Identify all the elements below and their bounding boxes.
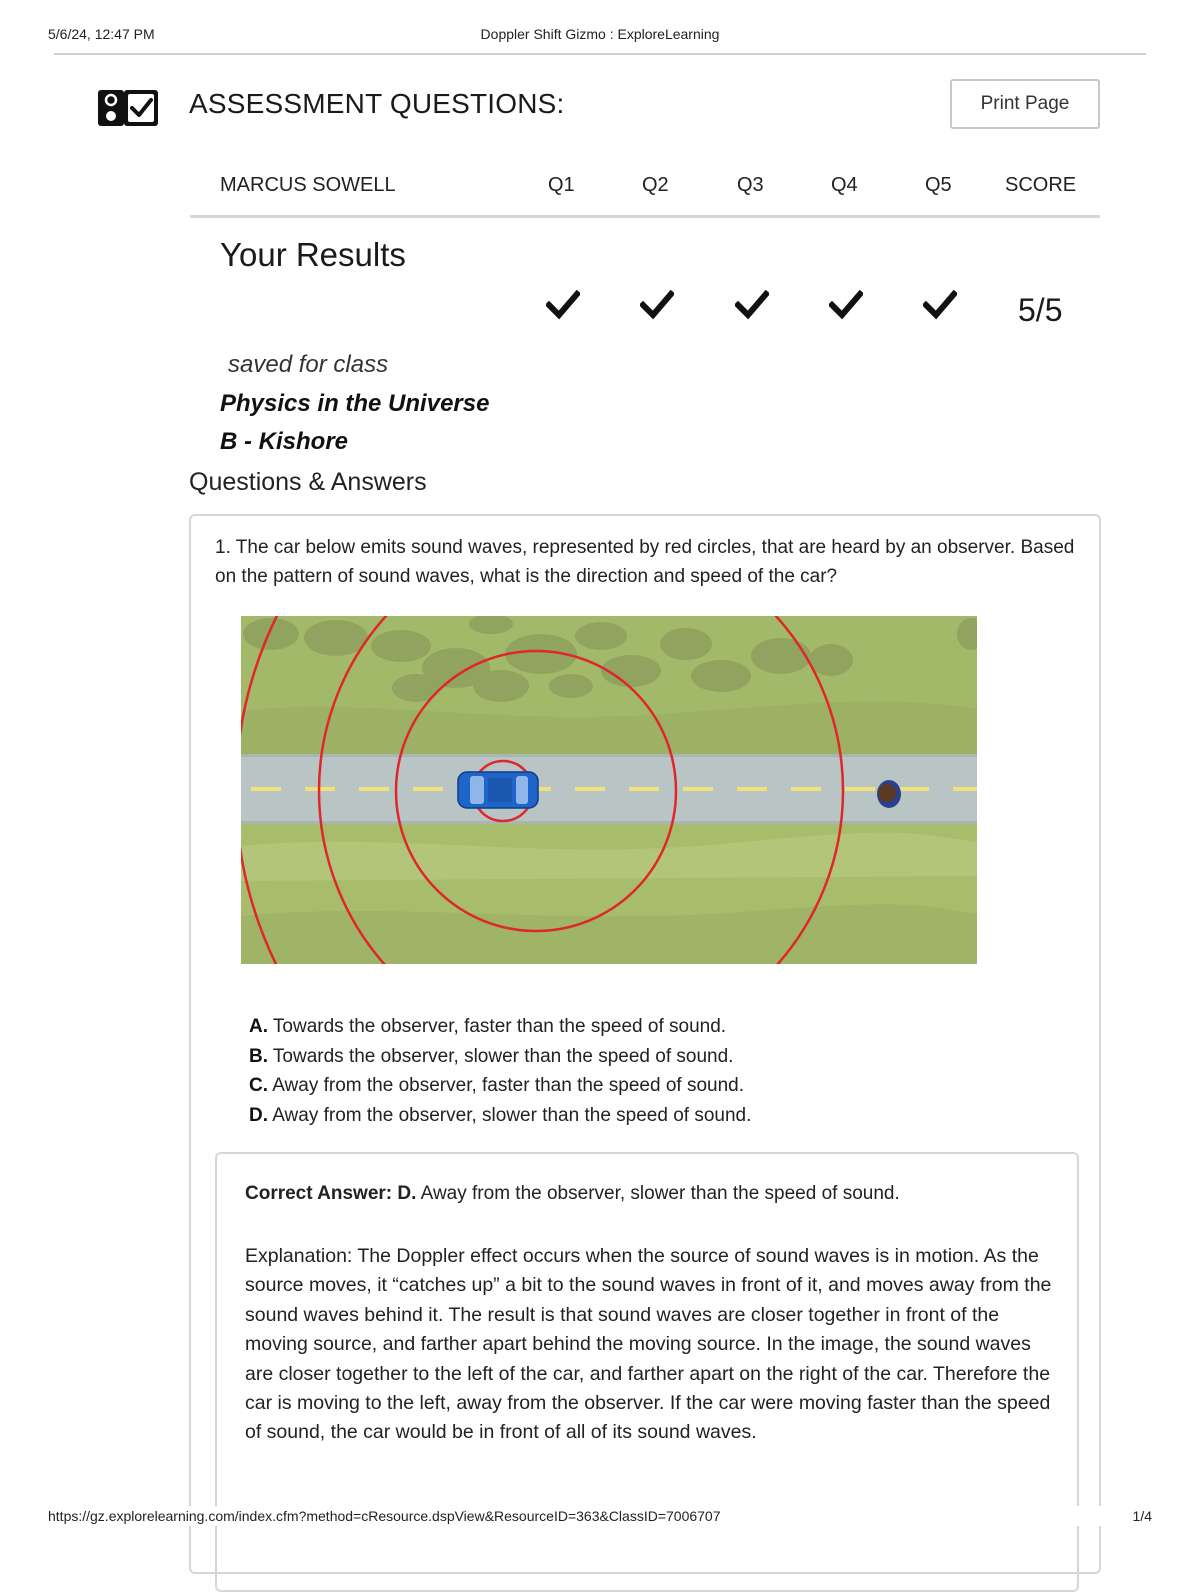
saved-for-class-label: saved for class — [228, 351, 389, 378]
answer-options — [249, 1012, 751, 1130]
your-results-label: Your Results — [220, 236, 406, 273]
question-text: 1. The car below emits sound waves, represented by red circles, that are heard by an observer. Based on the pattern of sound waves, what is the direction and speed of the car? — [215, 537, 1075, 587]
car-icon — [458, 772, 538, 808]
checkmark-icon — [546, 290, 580, 320]
results-table — [190, 160, 1100, 455]
checkmark-icon — [640, 290, 674, 320]
observer-icon — [877, 780, 901, 808]
questions-answers-heading: Questions & Answers — [189, 468, 427, 496]
class-name: Physics in the Universe B - Kishore — [220, 390, 490, 455]
column-header-q2: Q2 — [642, 174, 669, 196]
student-name-header: MARCUS SOWELL — [220, 174, 396, 196]
explanation-text: Explanation: The Doppler effect occurs when the source of sound waves is in motion. As the source moves, it “catches up” a bit to the sound waves in front of it, and moves away from the sound waves behind it. The result is that sound waves are closer together in front of the moving source, and farther apart behind the moving source. In the image, the sound waves are closer together to the left of the car, and farther apart on the right of the car. Therefore the car is moving to the left, away from the observer. If the car were moving faster than the speed of sound, the car would be in front of all of its sound waves. — [245, 1245, 1052, 1444]
checkmark-icon — [735, 290, 769, 320]
page-number: 1/4 — [1132, 1508, 1152, 1524]
assessment-checklist-icon — [98, 90, 158, 126]
page-url: https://gz.explorelearning.com/index.cfm?method=cResource.dspView&ResourceID=363&ClassID=7006707 — [48, 1508, 721, 1524]
results-row — [190, 218, 1100, 455]
question-card — [189, 514, 1101, 1574]
column-header-q3: Q3 — [737, 174, 764, 196]
results-header-row — [190, 160, 1100, 218]
checkmark-icon — [923, 290, 957, 320]
column-header-q5: Q5 — [925, 174, 952, 196]
option-a: A. Towards the observer, faster than the speed of sound. — [249, 1016, 727, 1037]
print-footer — [48, 1506, 1152, 1526]
answer-explanation-card — [215, 1152, 1079, 1592]
checkmark-icon — [829, 290, 863, 320]
option-c: C. Away from the observer, faster than the speed of sound. — [249, 1075, 744, 1096]
score-value: 5/5 — [1018, 292, 1063, 328]
correct-answer-text: Away from the observer, slower than the speed of sound. — [416, 1183, 900, 1204]
column-header-q4: Q4 — [831, 174, 858, 196]
car-emitting-sound-waves-diagram — [241, 616, 977, 964]
column-header-q1: Q1 — [548, 174, 575, 196]
header-divider — [54, 53, 1146, 55]
print-datetime: 5/6/24, 12:47 PM — [48, 26, 155, 42]
option-d: D. Away from the observer, slower than the speed of sound. — [249, 1104, 752, 1126]
correct-answer — [245, 1183, 900, 1205]
print-header — [48, 26, 1152, 46]
column-header-score: SCORE — [1005, 174, 1077, 196]
correct-answer-label: Correct Answer: D. — [245, 1183, 417, 1204]
page-title: ASSESSMENT QUESTIONS: — [189, 88, 565, 119]
option-b: B. Towards the observer, slower than the speed of sound. — [249, 1045, 734, 1067]
print-page-button[interactable]: Print Page — [950, 79, 1100, 129]
print-page-title: Doppler Shift Gizmo : ExploreLearning — [480, 26, 720, 42]
